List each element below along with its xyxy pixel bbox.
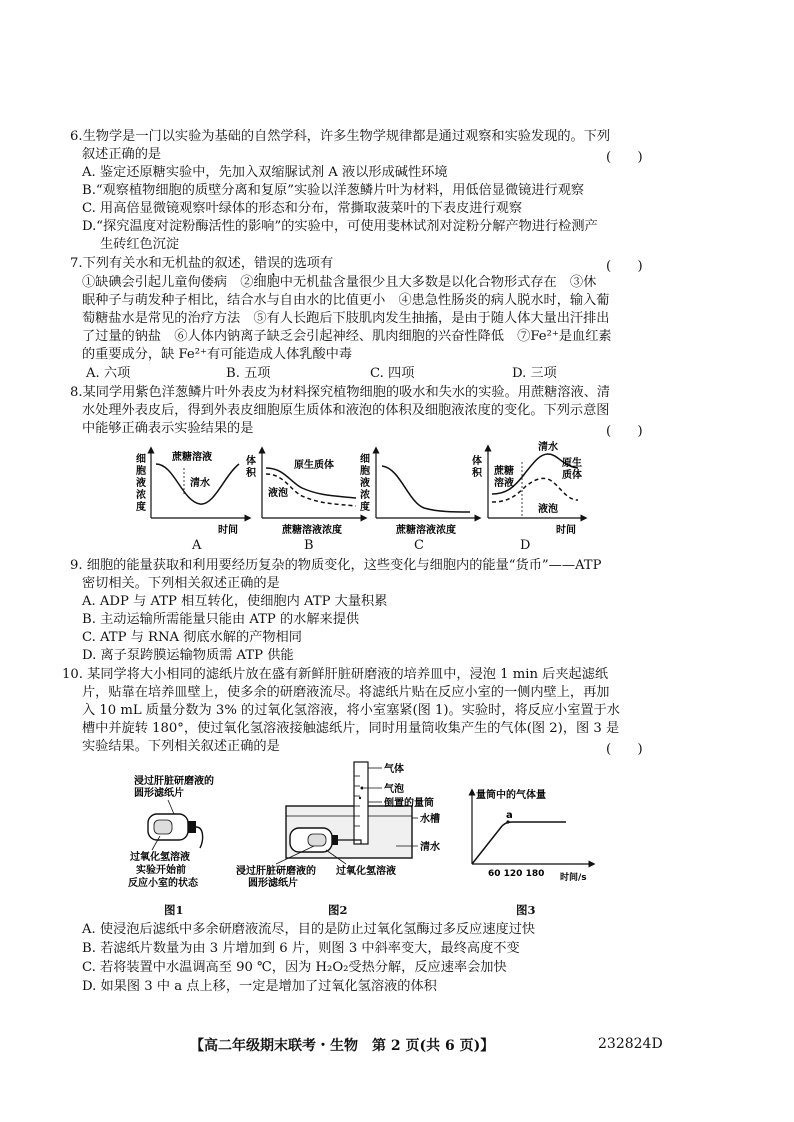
fig1-stopper [188,821,196,833]
q6-option-d-line1: D.“探究温度对淀粉酶活性的影响”的实验中，可使用斐林试剂对淀粉分解产物进行检测产 [82,219,598,234]
fig1-label-paper-1: 浸过肝脏研磨液的 [134,776,214,787]
q7-option-b: B. 五项 [226,366,271,381]
q7-statement-line3: 萄糖盐水是常见的治疗方法 ⑤有人长跑后下肢肌肉发生抽搐，是由于随人体大量出汗排出 [82,311,610,326]
fig2-caption: 图2 [328,903,348,917]
q8d-label-water: 清水 [538,442,558,453]
q10-option-a: A. 使浸泡后滤纸中多余研磨液流尽，目的是防止过氧化氢酶过多反应速度过快 [82,922,536,937]
q8d-label-vacuole: 液泡 [538,504,558,515]
q8c-ylabel-4: 浓 [360,490,370,501]
fig3-xlabel: 时间/s [560,873,587,882]
q10-option-c: C. 若将装置中水温调高至 90 ℃，因为 H₂O₂受热分解，反应速率会加快 [82,960,507,975]
fig2-label-paper-2: 圆形滤纸片 [248,878,298,889]
q8-graph-d [470,440,588,536]
q9-option-b: B. 主动运输所需能量只能由 ATP 的水解来提供 [82,612,360,627]
q7-option-a: A. 六项 [86,366,131,381]
q6-option-c: C. 用高倍显微镜观察叶绿体的形态和分布，常撕取菠菜叶的下表皮进行观察 [82,201,523,216]
fig1-label-state-2: 反应小室的状态 [128,878,198,889]
fig1-filter-paper [154,820,172,834]
q6-answer-blank: ( ) [606,150,643,165]
fig1-caption: 图1 [164,903,184,917]
q9-option-c: C. ATP 与 RNA 彻底水解的产物相同 [82,630,302,645]
fig2-bubble [361,787,364,790]
fig2-label-cylinder: 倒置的量筒 [384,798,434,809]
q8b-label-protoplast: 原生质体 [294,460,334,471]
q8c-xlabel: 蔗糖溶液浓度 [396,525,456,536]
fig2-label-tank: 水槽 [420,814,440,825]
q6-option-a: A. 鉴定还原糖实验中，先加入双缩脲试剂 A 液以形成碱性环境 [82,165,448,180]
q8d-label-protoplast-1: 原生 [562,458,582,469]
q10-stem-line2: 片，贴靠在培养皿壁上，使多余的研磨液流尽。将滤纸片贴在反应小室的一侧内壁上，再加 [82,685,610,700]
q8c-curve [382,466,470,512]
q9-option-a: A. ADP 与 ATP 相互转化，使细胞内 ATP 大量积累 [82,594,388,609]
q10-option-b: B. 若滤纸片数量为由 3 片增加到 6 片，则图 3 中斜率变大，最终高度不变 [82,941,520,956]
q10-stem-line1: 10. 某同学将大小相同的滤纸片放在盛有新鲜肝脏研磨液的培养皿中，浸泡 1 min 后夹起滤纸 [62,667,609,682]
q8a-label-sucrose: 蔗糖溶液 [172,452,212,463]
page-footer: 【高二年级期末联考・生物 第 2 页(共 6 页)】 [190,1038,495,1054]
fig2-cylinder [354,762,368,844]
q10-answer-blank: ( ) [606,742,643,757]
q7-statement-line2: 眠种子与萌发种子相比，结合水与自由水的比值更小 ④患急性肠炎的病人脱水时，输入葡 [82,293,610,308]
q10-stem-line4: 槽中并旋转 180°，使过氧化氢溶液接触滤纸片，同时用量筒收集产生的气体(图 2)，图 3 是 [82,721,620,736]
q8a-ylabel-1: 细 [136,454,146,465]
q8-graph-d-caption: D [520,538,531,553]
q8d-label-sucrose-1: 蔗糖 [494,466,514,477]
fig2-label-bubble: 气泡 [384,784,404,795]
q8a-label-water: 清水 [190,478,210,489]
fig2-label-gas: 气体 [384,764,404,775]
q8-stem-line1: 8.某同学用紫色洋葱鳞片叶外表皮为材料探究植物细胞的吸水和失水的实验。用蔗糖溶液、清 [70,385,611,400]
q7-stem-pre: 7.下列有关水和无机盐的叙述， [70,256,255,271]
q8b-ylabel-1: 体 [246,456,256,467]
q7-option-c: C. 四项 [370,366,415,381]
q7-statement-line1: ①缺碘会引起儿童佝偻病 ②细胞中无机盐含量很少且大多数是以化合物形式存在 ③休 [82,275,597,290]
fig2-label-paper-1: 浸过肝脏研磨液的 [236,866,316,877]
q8d-label-sucrose-2: 溶液 [494,478,514,489]
q8a-ylabel-3: 液 [136,478,146,489]
q8-stem-line2: 水处理外表皮后，得到外表皮细胞原生质体和液泡的体积及细胞液浓度的变化。下列示意图 [82,403,610,418]
q8-graph-b-caption: B [304,538,314,553]
fig2-stopper [332,835,338,845]
fig2-label-h2o2: 过氧化氢溶液 [336,866,396,877]
q8-graph-c-caption: C [414,538,424,553]
q10-figure-1 [120,770,250,890]
q7-statement-line4: 了过量的钠盐 ⑥人体内钠离子缺乏会引起神经、肌肉细胞的兴奋性降低 ⑦Fe²⁺是血红素 [82,329,612,344]
q9-stem-line2: 密切相关。下列相关叙述正确的是 [82,576,280,591]
q10-figure-2 [236,758,452,892]
q8b-ylabel-2: 积 [246,468,256,479]
q8c-ylabel-2: 胞 [360,466,370,477]
q8c-ylabel-5: 度 [360,502,370,513]
fig1-tube [196,827,203,848]
q10-figure-3 [462,786,598,882]
q8c-ylabel-1: 细 [360,454,370,465]
fig3-x-ticks: 60 120 180 [488,869,545,879]
q8c-ylabel-3: 液 [360,478,370,489]
fig1-label-paper-2: 圆形滤纸片 [134,788,184,799]
q10-option-d: D. 如果图 3 中 a 点上移，一定是增加了过氧化氢溶液的体积 [82,979,437,994]
q8a-ylabel-5: 度 [136,502,146,513]
fig3-ylabel: 量筒中的气体量 [476,790,546,801]
q8b-xlabel: 蔗糖溶液浓度 [282,525,342,536]
q7-option-d: D. 三项 [512,366,557,381]
fig3-caption: 图3 [516,903,536,917]
q8d-label-protoplast-2: 质体 [562,470,582,481]
fig2-filter-paper [308,834,326,846]
q10-stem-line3: 入 10 mL 质量分数为 3% 的过氧化氢溶液，将小室塞紧(图 1)。实验时，将反应小室置于水 [82,703,620,718]
q8a-xlabel: 时间 [218,525,238,536]
q7-stem-emphasis: 错误 [254,256,281,271]
q8-graph-c [358,446,482,536]
q8-graph-a-caption: A [192,538,202,553]
q7-stem-post: 的选项有 [280,256,334,271]
q8-graph-b [244,446,368,536]
fig1-label-state-1: 实验开始前 [136,865,186,876]
q8a-ylabel-2: 胞 [136,466,146,477]
fig3-label-a: a [506,810,513,821]
q8d-ylabel-1: 体 [472,456,482,467]
q9-option-d: D. 离子泵跨膜运输物质需 ATP 供能 [82,648,294,663]
q8b-label-vacuole: 液泡 [268,488,288,499]
q8d-ylabel-2: 积 [472,468,482,479]
q7-statement-line5: 的重要成分，缺 Fe²⁺有可能造成人体乳酸中毒 [82,347,353,362]
fig1-pointer-paper [168,800,174,814]
fig3-curve [472,822,566,864]
q6-stem-line2: 叙述正确的是 [82,147,162,162]
q10-stem-line5: 实验结果。下列相关叙述正确的是 [82,739,280,754]
q6-option-d-line2: 生砖红色沉淀 [100,237,180,252]
fig2-label-water: 清水 [420,842,440,853]
exam-code: 232824D [598,1036,663,1052]
q8d-xlabel: 时间 [556,525,576,536]
q9-stem-line1: 9. 细胞的能量获取和利用要经历复杂的物质变化，这些变化与细胞内的能量“货币”——ATP [70,558,602,573]
fig1-label-h2o2: 过氧化氢溶液 [130,852,190,863]
q6-stem-line1: 6.生物学是一门以实验为基础的自然学科，许多生物学规律都是通过观察和实验发现的。下列 [70,129,611,144]
q8-graph-a [134,446,254,536]
q8-answer-blank: ( ) [606,424,643,439]
q6-option-b: B.“观察植物细胞的质壁分离和复原”实验以洋葱鳞片叶为材料，用低倍显微镜进行观察 [82,183,585,198]
q7-answer-blank: ( ) [606,259,643,274]
q8a-ylabel-4: 浓 [136,490,146,501]
q8-stem-line3: 中能够正确表示实验结果的是 [82,421,254,436]
